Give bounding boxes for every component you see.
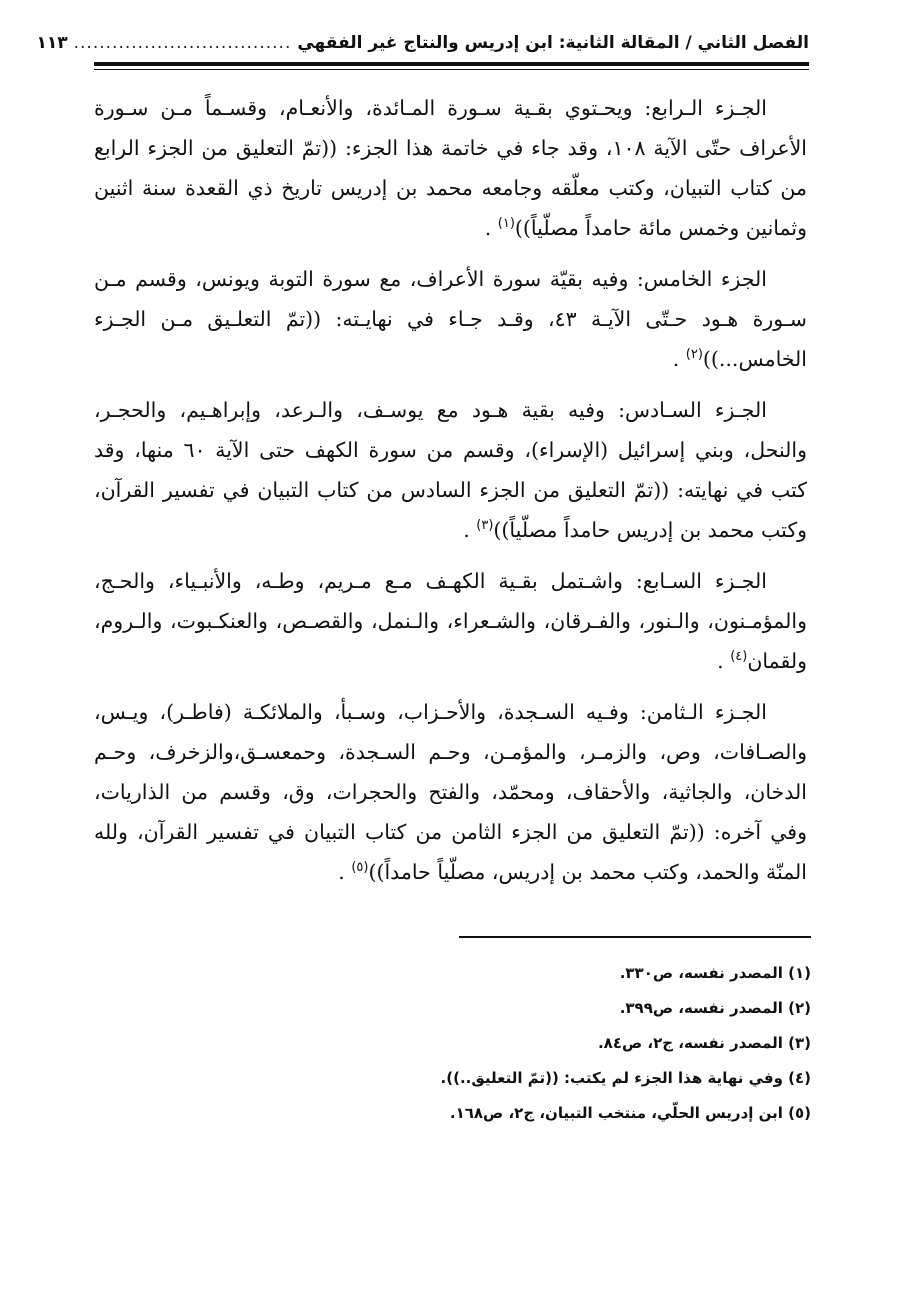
main-text — [94, 88, 807, 903]
paragraph-part-5 — [94, 259, 807, 379]
footnote-3: (٣) المصدر نفسه، ج٢، ص٨٤. — [597, 1034, 811, 1052]
header-rule-thin — [94, 69, 809, 70]
footnote-ref[interactable]: (٢) — [685, 347, 703, 363]
footnote-ref[interactable]: (٥) — [351, 860, 369, 876]
footnote-5: (٥) ابن إدريس الحلّي، منتخب التبيان، ج٢، ص١٦٨. — [449, 1104, 811, 1122]
paragraph-end: . — [463, 518, 470, 542]
paragraph-text: الجـزء السـادس: وفيه بقية هـود مع يوسـف، والـرعد، وإبراهـيم، والحجـر، والنحل، وبني إسرائيل (الإسراء)، وقسم من سورة الكهف حتى الآية ٦٠ منها، وقد كتب في نهايته: ((تمّ التعليق من الجزء السادس من كتاب التبيان في تفسير القرآن، وكتب محمد بن إدريس حامداً مصلّياً)) — [94, 398, 807, 542]
footnote-ref[interactable]: (٣) — [476, 518, 494, 534]
paragraph-part-4 — [94, 88, 807, 248]
paragraph-end: . — [672, 347, 680, 371]
footnote-separator — [459, 936, 811, 938]
header-title: الفصل الثاني / المقالة الثانية: ابن إدريس والنتاج غير الفقهي — [297, 33, 809, 53]
footnote-2: (٢) المصدر نفسه، ص٣٩٩. — [619, 999, 811, 1017]
header-leader-dots: .................................. — [73, 33, 292, 53]
paragraph-text: الجـزء السـابع: واشـتمل بقـية الكهـف مـع مـريم، وطـه، والأنبـياء، والحـج، والمؤمـنون، والـنور، والفـرقان، والشـعراء، والـنمل، والقصـص، والعنكـبوت، والـروم، ولقمان — [94, 569, 807, 673]
paragraph-text: الجزء الخامس: وفيه بقيّة سورة الأعراف، مع سورة التوبة ويونس، وقسم مـن سـورة هـود حـتّى الآيـة ٤٣، وقـد جـاء في نهايـته: ((تمّ التعلـيق مـن الجـزء الخامس...)) — [94, 267, 807, 371]
footnote-ref[interactable]: (٤) — [730, 649, 748, 665]
paragraph-end: . — [338, 860, 345, 884]
paragraph-part-8 — [94, 692, 807, 892]
paragraph-text: الجـزء الـثامن: وفـيه السـجدة، والأحـزاب، وسـبأ، والملائكـة (فاطـر)، ويـس، والصـافات، وص، والزمـر، والمؤمـن، وحـم السـجدة، وحمعسـق،والزخرف، وحـم الدخان، والجاثية، والأحقاف، ومحمّد، والفتح والحجرات، وق، وقسم من الذاريات، وفي آخره: ((تمّ التعليق من الجزء الثامن من كتاب التبيان في تفسير القرآن، ولله المنّة والحمد، وكتب محمد بن إدريس، مصلّياً حامداً)) — [94, 700, 807, 884]
paragraph-end: . — [484, 216, 492, 240]
footnote-4: (٤) وفي نهاية هذا الجزء لم يكتب: ((تمّ التعليق..)). — [440, 1069, 811, 1087]
footnotes — [94, 956, 811, 1131]
paragraph-end: . — [717, 649, 724, 673]
footnote-ref[interactable]: (١) — [497, 216, 515, 232]
paragraph-part-7 — [94, 561, 807, 681]
page-number: ١١٣ — [36, 33, 68, 53]
paragraph-part-6 — [94, 390, 807, 550]
running-header — [36, 28, 809, 58]
footnote-1: (١) المصدر نفسه، ص٣٣٠. — [619, 964, 811, 982]
header-rule — [94, 62, 809, 66]
paragraph-text: الجـزء الـرابع: ويحـتوي بقـية سـورة المـائدة، والأنعـام، وقسـماً مـن سـورة الأعراف حتّى الآية ١٠٨، وقد جاء في خاتمة هذا الجزء: ((تمّ التعليق من الجزء الرابع من كتاب التبيان، وكتب معلّقه وجامعه محمد بن إدريس تاريخ ذي القعدة سنة اثنين وثمانين وخمس مائة حامداً مصلّياً)) — [94, 96, 807, 240]
